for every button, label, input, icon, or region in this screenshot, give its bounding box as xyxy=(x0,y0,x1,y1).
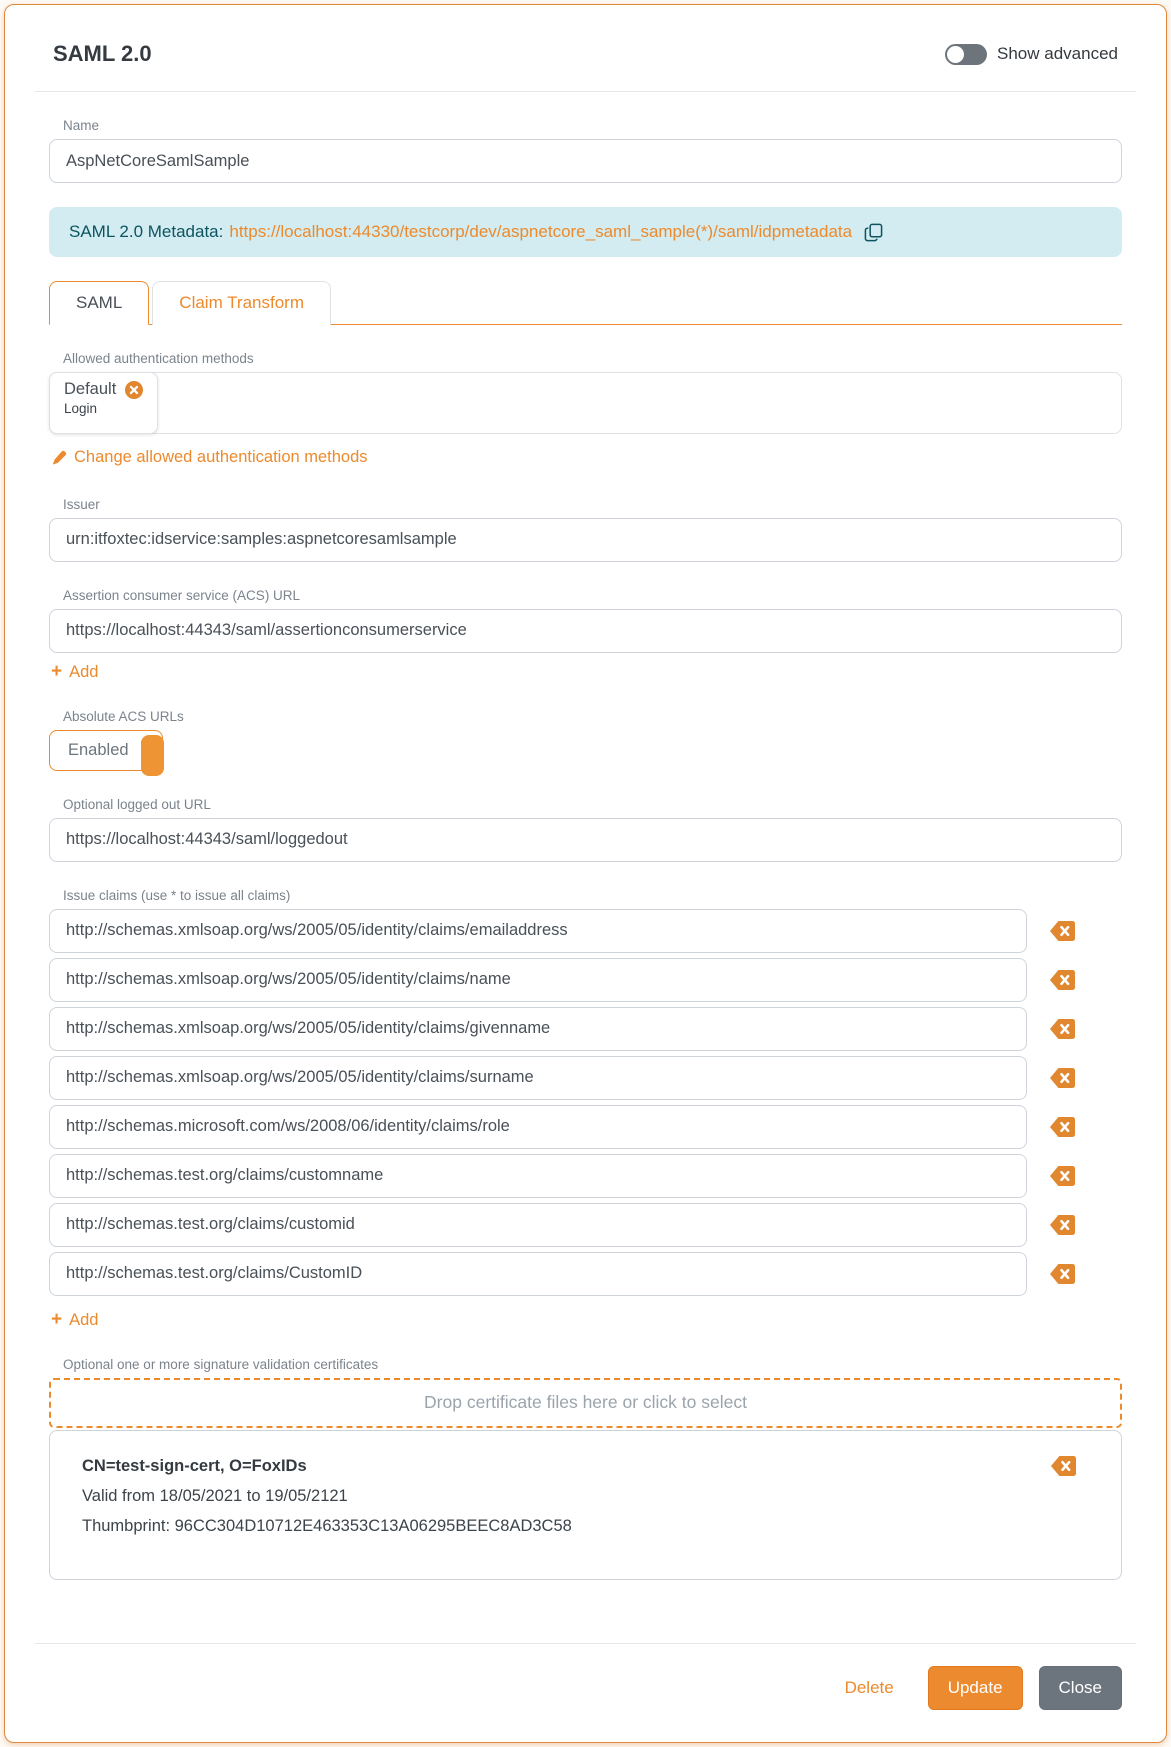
name-label: Name xyxy=(63,118,100,133)
tab-bar xyxy=(49,281,1122,325)
issuer-group xyxy=(49,497,1122,562)
tab-claim-transform[interactable]: Claim Transform xyxy=(152,281,331,325)
name-group xyxy=(49,118,1122,183)
auth-method-chip-title: Default xyxy=(64,380,117,398)
copy-icon[interactable] xyxy=(864,223,883,242)
claim-row xyxy=(49,1252,1122,1296)
logged-out-url-input[interactable] xyxy=(49,818,1122,862)
claim-input[interactable] xyxy=(49,958,1027,1002)
claim-input[interactable] xyxy=(49,1105,1027,1149)
certificates-label: Optional one or more signature validation certificates xyxy=(63,1356,379,1372)
logged-out-group xyxy=(49,797,1122,862)
metadata-alert xyxy=(49,207,1122,257)
claims-group xyxy=(49,888,1122,1331)
certificate-thumbprint: Thumbprint: 96CC304D10712E463353C13A06295BEEC8AD3C58 xyxy=(82,1516,572,1535)
certificate-validity: Valid from 18/05/2021 to 19/05/2121 xyxy=(82,1486,348,1505)
metadata-link[interactable]: https://localhost:44330/testcorp/dev/aspnetcore_saml_sample(*)/saml/idpmetadata xyxy=(229,222,853,241)
delete-claim-icon[interactable] xyxy=(1049,1018,1076,1040)
delete-claim-icon[interactable] xyxy=(1049,1263,1076,1285)
metadata-label: SAML 2.0 Metadata: xyxy=(69,222,224,241)
absolute-acs-state: Enabled xyxy=(68,740,129,759)
auth-method-chip-subtitle: Login xyxy=(64,401,98,416)
footer xyxy=(49,1619,1122,1716)
saml-settings-panel xyxy=(4,4,1167,1743)
acs-label: Assertion consumer service (ACS) URL xyxy=(63,587,301,603)
claim-row xyxy=(49,1007,1122,1051)
claim-row xyxy=(49,1154,1122,1198)
header-divider xyxy=(35,91,1136,92)
add-acs-url-link[interactable]: + Add xyxy=(51,660,99,682)
delete-button[interactable]: Delete xyxy=(829,1667,910,1709)
tab-saml[interactable]: SAML xyxy=(49,281,149,325)
claim-row xyxy=(49,1056,1122,1100)
acs-group xyxy=(49,588,1122,683)
name-input[interactable] xyxy=(49,139,1122,183)
claims-label: Issue claims (use * to issue all claims) xyxy=(63,887,291,903)
page-title: SAML 2.0 xyxy=(53,41,152,66)
absolute-acs-group xyxy=(49,709,1122,771)
claim-row xyxy=(49,909,1122,953)
pencil-icon xyxy=(51,450,67,466)
claim-row xyxy=(49,958,1122,1002)
absolute-acs-label: Absolute ACS URLs xyxy=(63,708,184,724)
auth-method-chip xyxy=(49,372,158,434)
delete-claim-icon[interactable] xyxy=(1049,969,1076,991)
claim-input[interactable] xyxy=(49,1056,1027,1100)
issuer-input[interactable] xyxy=(49,518,1122,562)
delete-claim-icon[interactable] xyxy=(1049,920,1076,942)
logged-out-label: Optional logged out URL xyxy=(63,796,211,812)
remove-auth-method-icon[interactable] xyxy=(125,381,143,399)
update-button[interactable]: Update xyxy=(928,1666,1023,1710)
plus-icon: + xyxy=(51,1308,63,1330)
delete-claim-icon[interactable] xyxy=(1049,1165,1076,1187)
certificates-group xyxy=(49,1357,1122,1580)
claim-input[interactable] xyxy=(49,1203,1027,1247)
delete-claim-icon[interactable] xyxy=(1049,1067,1076,1089)
acs-url-input[interactable] xyxy=(49,609,1122,653)
toggle-knob xyxy=(141,735,164,776)
auth-methods-group xyxy=(49,351,1122,471)
claim-input[interactable] xyxy=(49,1007,1027,1051)
auth-methods-label: Allowed authentication methods xyxy=(63,351,254,366)
certificate-item xyxy=(49,1430,1122,1580)
dropzone-text: Drop certificate files here or click to select xyxy=(424,1392,747,1412)
close-button[interactable]: Close xyxy=(1039,1666,1122,1710)
delete-certificate-icon[interactable] xyxy=(1050,1455,1077,1477)
certificate-subject: CN=test-sign-cert, O=FoxIDs xyxy=(82,1456,307,1475)
claim-row xyxy=(49,1105,1122,1149)
claim-input[interactable] xyxy=(49,1252,1027,1296)
claim-input[interactable] xyxy=(49,909,1027,953)
certificate-dropzone[interactable] xyxy=(49,1378,1122,1428)
toggle-switch-icon[interactable] xyxy=(945,44,987,65)
claim-row xyxy=(49,1203,1122,1247)
panel-header xyxy=(49,31,1122,67)
claim-input[interactable] xyxy=(49,1154,1027,1198)
show-advanced-toggle[interactable] xyxy=(945,44,1118,65)
auth-methods-box xyxy=(49,372,1122,434)
show-advanced-label: Show advanced xyxy=(997,44,1118,63)
absolute-acs-toggle[interactable] xyxy=(49,730,163,771)
issuer-label: Issuer xyxy=(63,496,100,512)
change-auth-methods-link[interactable]: Change allowed authentication methods xyxy=(51,448,368,467)
add-claim-link[interactable]: + Add xyxy=(51,1308,99,1330)
delete-claim-icon[interactable] xyxy=(1049,1214,1076,1236)
plus-icon: + xyxy=(51,660,63,682)
delete-claim-icon[interactable] xyxy=(1049,1116,1076,1138)
